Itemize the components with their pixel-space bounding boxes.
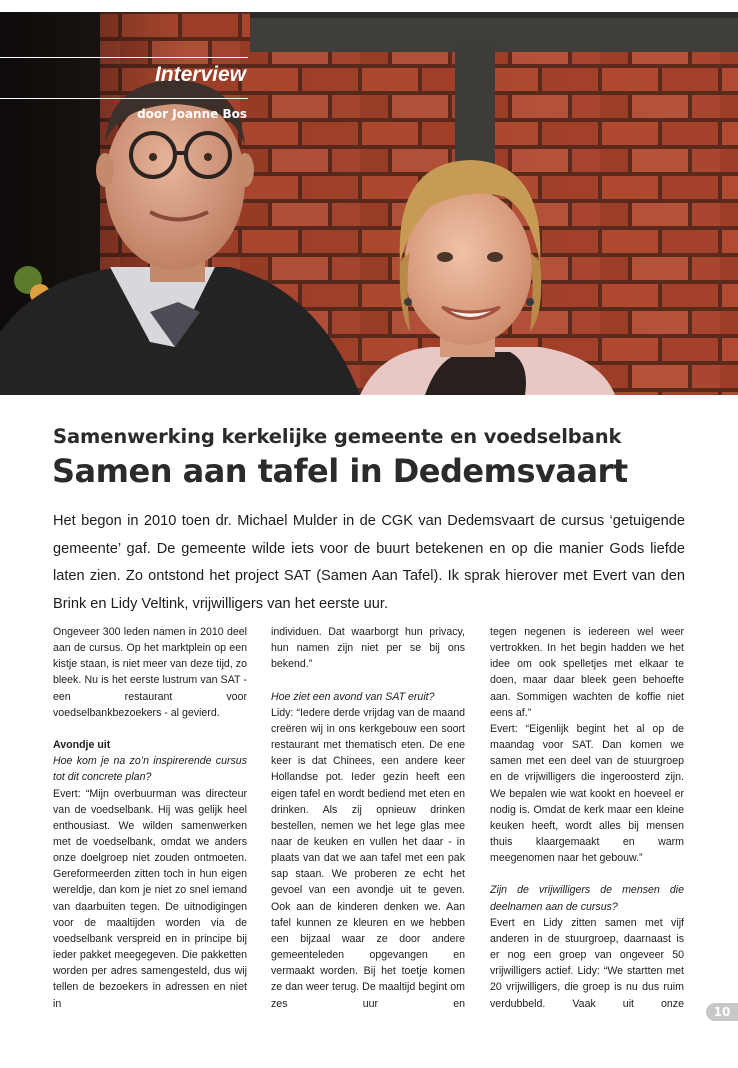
interview-question: Hoe kom je na zo’n inspirerende cursus tot dit concrete plan? bbox=[53, 755, 247, 784]
paragraph: Lidy: “Iedere derde vrijdag van de maand creëren wij in ons kerkgebouw een soort restaurant met thematisch eten. De ene keer is dat Chinees, een andere keer Hollandse pot. Ieder gezin heeft een eigen tafel en wordt bediend met eten en drinken. Als zij opnieuw drinken bestellen, nemen we het lege glas mee naar de keuken en vullen het daar - in plaats van dat we aan tafel met een pak sap staan. We proberen ze echt het gevoel van een avondje uit te geven. Ook aan de kinderen denken we. Aan tafel kunnen ze kleuren en we hebben een bijzaal waar ze door andere gemeenteleden opgevangen en vermaakt worden. Bij het toetje komen ze dan weer terug. De maaltijd begint om zes uur en bbox=[271, 706, 465, 1010]
subheading: Avondje uit bbox=[53, 739, 111, 752]
header-rule-bottom bbox=[0, 98, 248, 99]
interview-question: Zijn de vrijwilligers de mensen die deelnamen aan de cursus? bbox=[490, 884, 684, 913]
article-headline: Samen aan tafel in Dedemsvaart bbox=[52, 452, 628, 490]
article-column-3 bbox=[490, 624, 684, 1012]
paragraph: Ongeveer 300 leden namen in 2010 deel aan de cursus. Op het marktplein op een kistje staan, is niet meer van deze tijd, zo bleek. Nu is het eerste lustrum van SAT - een restaurant voor voedselbankbezoekers - al gevierd. bbox=[53, 626, 247, 719]
article-column-2 bbox=[271, 624, 465, 1012]
paragraph: tegen negenen is iedereen wel weer vertrokken. In het begin hadden we het idee om ook spelletjes met elkaar te doen, maar daar bleek geen behoefte aan. Sommigen wachten de koffie niet eens af.” bbox=[490, 626, 684, 719]
author-byline: door Joanne Bos bbox=[137, 107, 247, 121]
paragraph: Evert: “Mijn overbuurman was directeur van de voedselbank. Hij was gelijk heel enthousiast. We wilden samenwerken met de voedselbank, omdat we anders onze doelgroep niet zouden ontmoeten. Gereformeerden zitten toch in hun eigen wereldje, dan kom je niet zo snel iemand van daarbuiten tegen. De uitnodigingen voor de maaltijden worden via de voedselbank verspreid en in principe bij ieder pakket meegegeven. Die pakketten worden per adres samengesteld, dus wij tellen de bezoekers in adressen en niet in bbox=[53, 787, 247, 1010]
page-number: 10 bbox=[706, 1003, 738, 1021]
article-column-1 bbox=[53, 624, 247, 1012]
section-title: Interview bbox=[154, 63, 246, 86]
paragraph: Evert en Lidy zitten samen met vijf anderen in de stuurgroep, daarnaast is er nog een groep van ongeveer 50 vrijwilligers actief. Lidy: “We startten met 20 vrijwilligers, die groep is nu dus ruim verdubbeld. Vaak uit onze bbox=[490, 916, 684, 1010]
header-rule-top bbox=[0, 57, 248, 58]
paragraph: individuen. Dat waarborgt hun privacy, hun namen zijn niet per se bij ons bekend.” bbox=[271, 626, 465, 671]
interview-question: Hoe ziet een avond van SAT eruit? bbox=[271, 690, 435, 703]
article-intro: Het begon in 2010 toen dr. Michael Mulder in de CGK van Dedemsvaart de cursus ‘getuigende gemeente’ gaf. De gemeente wilde iets voor de buurt betekenen en op die manier Gods liefde laten zien. Zo ontstond het project SAT (Samen Aan Tafel). Ik sprak hierover met Evert van den Brink en Lidy Veltink, vrijwilligers van het eerste uur. bbox=[53, 513, 685, 612]
article-kicker: Samenwerking kerkelijke gemeente en voedselbank bbox=[53, 425, 622, 448]
paragraph: Evert: “Eigenlijk begint het al op de maandag voor SAT. Dan komen we samen met een deel van de stuurgroep en de vrijwilligers die ingeroosterd zijn. We bepalen wie wat kookt en hoeveel er nodig is. Omdat de kerk maar een kleine keuken heeft, wordt alles bij mensen thuis klaargemaakt en warm meegenomen naar het gebouw.” bbox=[490, 722, 684, 865]
